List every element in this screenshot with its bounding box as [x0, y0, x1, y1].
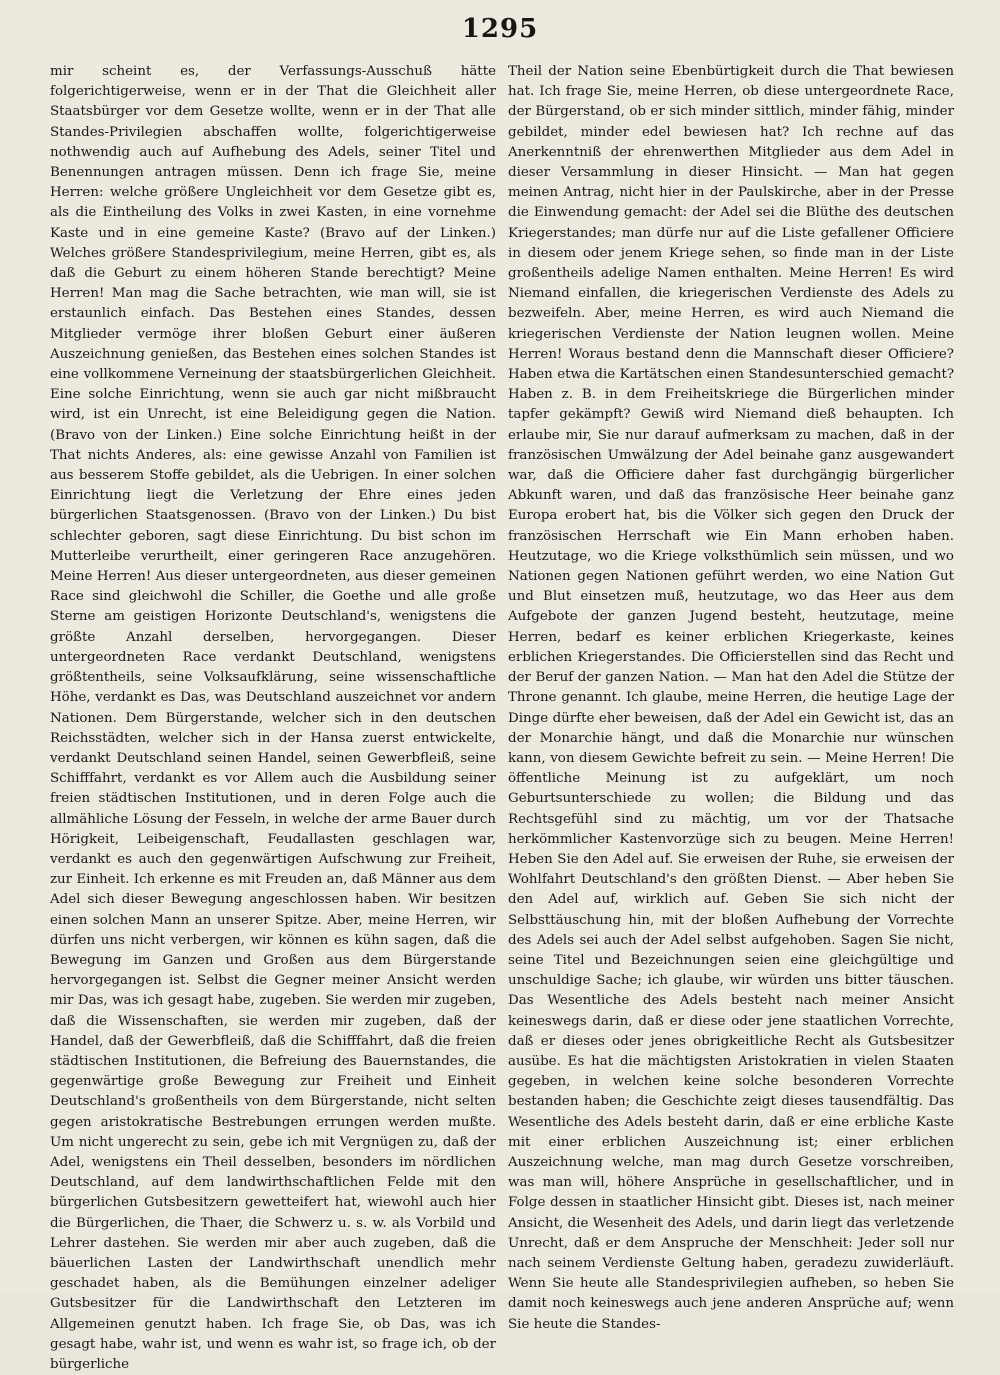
- right-column-text: Theil der Nation seine Ebenbürtigkeit durch die That bewiesen hat. Ich frage Sie, meine Herren, ob diese untergeordnete Race, der Bürgerstand, ob er sich minder sittlich, minder fähig, minder gebildet, minder edel bewiesen hat? Ich rechne auf das Anerkenntniß der ehrenwerthen Mitglieder aus dem Adel in dieser Versammlung in dieser Hinsicht. — Man hat gegen meinen Antrag, nicht hier in der Paulskirche, aber in der Presse die Einwendung gemacht: der Adel sei die Blüthe des deutschen Kriegerstandes; man dürfe nur auf die Liste gefallener Officiere in diesem oder jenem Kriege sehen, so finde man in der Liste großentheils adelige Namen enthalten. Meine Herren! Es wird Niemand einfallen, die kriegerischen Verdienste des Adels zu bezweifeln. Aber, meine Herren, es wird auch Niemand die kriegerischen Verdienste der Nation leugnen wollen. Meine Herren! Woraus bestand denn die Mannschaft dieser Officiere? Haben etwa die Kartätschen einen Standesunterschied gemacht? Haben z. B. in dem Freiheitskriege die Bürgerlichen minder tapfer gekämpft? Gewiß wird Niemand dieß behaupten. Ich erlaube mir, Sie nur darauf aufmerksam zu machen, daß in der französischen Umwälzung der Adel beinahe ganz ausgewandert war, daß die Officiere daher fast durchgängig bürgerlicher Abkunft waren, und daß das französische Heer beinahe ganz Europa erobert hat, bis die Völker sich gegen den Druck der französischen Herrschaft wie Ein Mann erhoben haben. Heutzutage, wo die Kriege volksthümlich sein müssen, und wo Nationen gegen Nationen geführt werden, wo eine Nation Gut und Blut einsetzen muß, heutzutage, wo das Heer aus dem Aufgebote der ganzen Jugend besteht, heutzutage, meine Herren, bedarf es keiner erblichen Kriegerkaste, keines erblichen Kriegerstandes. Die Officierstellen sind das Recht und der Beruf der ganzen Nation. — Man hat den Adel die Stütze der Throne genannt. Ich glaube, meine Herren, die heutige Lage der Dinge dürfte eher beweisen, daß der Adel ein Gewicht ist, das an der Monarchie hängt, und daß die Monarchie nur wünschen kann, von diesem Gewichte befreit zu sein. — Meine Herren! Die öffentliche Meinung ist zu aufgeklärt, um noch Geburtsunterschiede zu wollen; die Bildung und das Rechtsgefühl sind zu mächtig, um vor der Thatsache herkömmlicher Kastenvorzüge sich zu beugen. Meine Herren! Heben Sie den Adel auf. Sie erweisen der Ruhe, sie erweisen der Wohlfahrt Deutschland's den größten Dienst. — Aber heben Sie den Adel auf, wirklich auf. Geben Sie sich nicht der Selbsttäuschung hin, mit der bloßen Aufhebung der Vorrechte des Adels sei auch der Adel selbst aufgehoben. Sagen Sie nicht, seine Titel und Bezeichnungen seien eine gleichgültige und unschuldige Sache; ich glaube, wir würden uns bitter täuschen. Das Wesentliche des Adels besteht nach meiner Ansicht keineswegs darin, daß er diese oder jene staatlichen Vorrechte, daß er dieses oder jenes obrigkeitliche Recht als Gutsbesitzer ausübe. Es hat die mächtigsten Aristokratien in vielen Staaten gegeben, in welchen keine solche besonderen Vorrechte bestanden haben; die Geschichte zeigt dieses tausendfältig. Das Wesentliche des Adels besteht darin, daß er eine erbliche Kaste mit einer erblichen Auszeichnung ist; einer erblichen Auszeichnung welche, man mag durch Gesetze vorschreiben, was man will, höhere Ansprüche in gesellschaftlicher, und in Folge dessen in staatlicher Hinsicht gibt. Dieses ist, nach meiner Ansicht, die Wesenheit des Adels, und darin liegt das verletzende Unrecht, daß er dem Anspruche der Menschheit: Jeder soll nur nach seinem Verdienste Geltung haben, geradezu zuwiderläuft. Wenn Sie heute alle Standesprivilegien aufheben, so heben Sie damit noch keineswegs auch jene anderen Ansprüche auf; wenn Sie heute die Standes-: [508, 64, 954, 1332]
- left-column-text: mir scheint es, der Verfassungs-Ausschuß hätte folgerichtigerweise, wenn er in der That die Gleichheit aller Staatsbürger vor dem Gesetze wollte, wenn er in der That alle Standes-Privilegien abschaffen wollte, folgerichtigerweise nothwendig auch auf Aufhebung des Adels, seiner Titel und Benennungen antragen müssen. Denn ich frage Sie, meine Herren: welche größere Ungleichheit vor dem Gesetze gibt es, als die Eintheilung des Volks in zwei Kasten, in eine vornehme Kaste und in eine gemeine Kaste? (Bravo auf der Linken.) Welches größere Standesprivilegium, meine Herren, gibt es, als daß die Geburt zu einem höheren Stande berechtigt? Meine Herren! Man mag die Sache betrachten, wie man will, sie ist erstaunlich einfach. Das Bestehen eines Standes, dessen Mitglieder vermöge ihrer bloßen Geburt einer äußeren Auszeichnung genießen, das Bestehen eines solchen Standes ist eine vollkommene Verneinung der staatsbürgerlichen Gleichheit. Eine solche Einrichtung, wenn sie auch gar nicht mißbraucht wird, ist ein Unrecht, ist eine Beleidigung gegen die Nation. (Bravo von der Linken.) Eine solche Einrichtung heißt in der That nichts Anderes, als: eine gewisse Anzahl von Familien ist aus besserem Stoffe gebildet, als die Uebrigen. In einer solchen Einrichtung liegt die Verletzung der Ehre eines jeden bürgerlichen Staatsgenossen. (Bravo von der Linken.) Du bist schlechter geboren, sagt diese Einrichtung. Du bist schon im Mutterleibe verurtheilt, einer geringeren Race anzugehören. Meine Herren! Aus dieser untergeordneten, aus dieser gemeinen Race sind gleichwohl die Schiller, die Goethe und alle große Sterne am geistigen Horizonte Deutschland's, wenigstens die größte Anzahl derselben, hervorgegangen. Dieser untergeordneten Race verdankt Deutschland, wenigstens größtentheils, seine Volksaufklärung, seine wissenschaftliche Höhe, verdankt es Das, was Deutschland auszeichnet vor andern Nationen. Dem Bürgerstande, welcher sich in den deutschen Reichsstädten, welcher sich in der Hansa zuerst entwickelte, verdankt Deutschland seinen Handel, seinen Gewerbfleiß, seine Schifffahrt, verdankt es vor Allem auch die Ausbildung seiner freien städtischen Institutionen, und in deren Folge auch die allmähliche Lösung der Fesseln, in welche der arme Bauer durch Hörigkeit, Leibeigenschaft, Feudallasten geschlagen war, verdankt es auch den gegenwärtigen Aufschwung zur Freiheit, zur Einheit. Ich erkenne es mit Freuden an, daß Männer aus dem Adel sich dieser Bewegung angeschlossen haben. Wir besitzen einen solchen Mann an unserer Spitze. Aber, meine Herren, wir dürfen uns nicht verbergen, wir können es kühn sagen, daß die Bewegung im Ganzen und Großen aus dem Bürgerstande hervorgegangen ist. Selbst die Gegner meiner Ansicht werden mir Das, was ich gesagt habe, zugeben. Sie werden mir zugeben, daß die Wissenschaften, sie werden mir zugeben, daß der Handel, daß der Gewerbfleiß, daß die Schifffahrt, daß die freien städtischen Institutionen, die Befreiung des Bauernstandes, die gegenwärtige große Bewegung zur Freiheit und Einheit Deutschland's großentheils von dem Bürgerstande, nicht selten gegen aristokratische Bestrebungen errungen werden mußte. Um nicht ungerecht zu sein, gebe ich mit Vergnügen zu, daß der Adel, wenigstens ein Theil desselben, besonders im nördlichen Deutschland, auf dem landwirthschaftlichen Felde mit den bürgerlichen Gutsbesitzern gewetteifert hat, wiewohl auch hier die Bürgerlichen, die Thaer, die Schwerz u. s. w. als Vorbild und Lehrer dastehen. Sie werden mir aber auch zugeben, daß die bäuerlichen Lasten der Landwirthschaft unendlich mehr geschadet haben, als die Bemühungen einzelner adeliger Gutsbesitzer für die Landwirthschaft den Letzteren im Allgemeinen genutzt haben. Ich frage Sie, ob Das, was ich gesagt habe, wahr ist, und wenn es wahr ist, so frage ich, ob der bürgerliche: [50, 64, 496, 1372]
- right-column: [508, 62, 954, 1332]
- page-number: 1295: [461, 14, 539, 44]
- left-column: [50, 62, 496, 1372]
